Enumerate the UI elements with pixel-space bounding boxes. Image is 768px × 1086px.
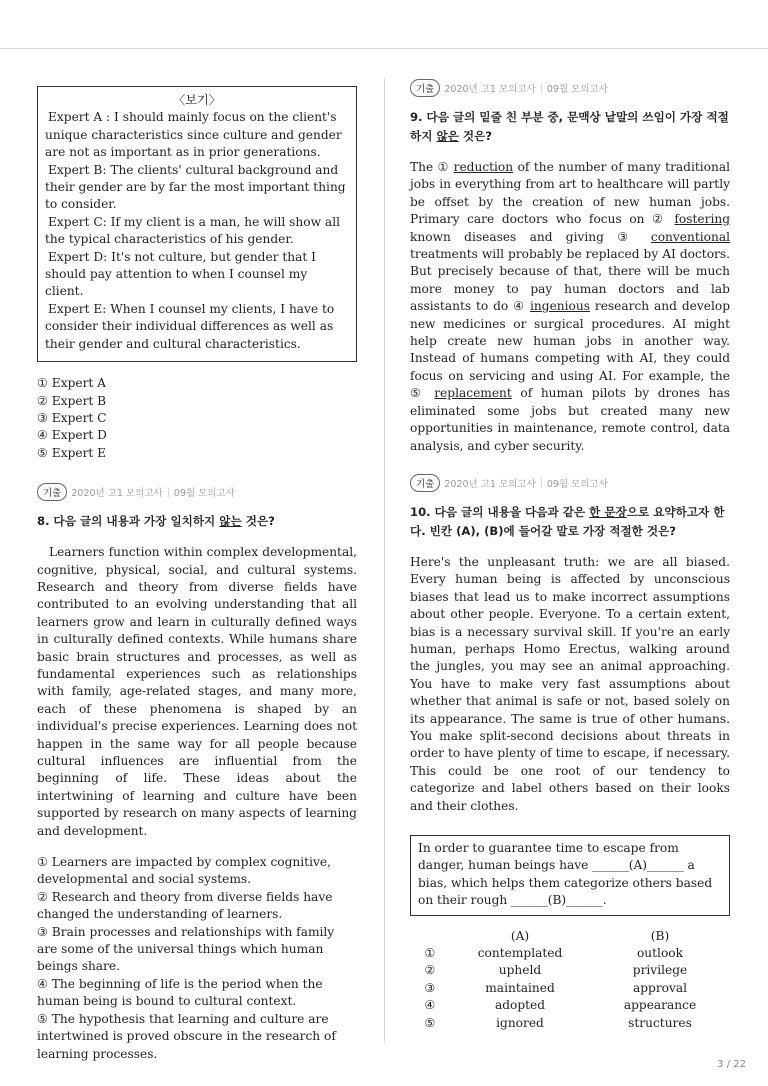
option-b: outlook: [636, 946, 684, 961]
expert-c-statement: Expert C: If my client is a man, he will show all the typical characteristics of his gender.: [45, 214, 340, 247]
option-number: ⑤: [424, 1015, 436, 1030]
q8-passage: Learners function within complex developmental, cognitive, physical, social, and cultural systems. Research and theory from diverse fields have contributed to an evolving understanding that all learners grow and learn in culturally defined ways in culturally defined contexts. While humans share basic brain structures and processes, as well as fundamental experiences such as relationships with family, age-related stages, and many more, each of these phenomena is shaped by an individual's precise experiences. Learning does not happen in the same way for all people because cultural influences are influential from the beginning of life. These ideas about the intertwining of learning and culture have been supported by research on many aspects of learning and development.: [37, 545, 357, 838]
column-header-a: (A): [510, 928, 530, 943]
left-column: [37, 78, 357, 1063]
q10-prompt-text: 10. 다음 글의 내용을 다음과 같은: [410, 504, 590, 519]
option-a: maintained: [485, 980, 555, 995]
q7-choices: [37, 375, 357, 462]
option-number: ①: [424, 946, 436, 961]
q9-prompt-end: 것은?: [458, 129, 493, 143]
past-exam-badge: 기출: [410, 474, 440, 492]
expert-b-statement: Expert B: The clients' cultural background and their gender are by far the most important thing to consider.: [45, 162, 346, 212]
underlined-word-4: ingenious: [530, 299, 590, 314]
source-year: 2020년 고1 모의고사: [71, 488, 163, 500]
choice-item[interactable]: ② Expert B: [37, 393, 107, 408]
choice-item[interactable]: ⑤ Expert E: [37, 445, 107, 460]
source-month: 09월 모의고사: [546, 84, 608, 95]
option-a: contemplated: [477, 946, 563, 961]
choice-item[interactable]: ② Research and theory from diverse fields have changed the understanding of learners.: [37, 889, 333, 922]
choice-item[interactable]: ③ Expert C: [37, 410, 107, 425]
option-b: approval: [632, 980, 688, 995]
source-year: 2020년 고1 모의고사: [444, 478, 536, 490]
q9-prompt-emphasis: 않은: [436, 129, 459, 143]
option-row[interactable]: [410, 945, 730, 962]
examples-box-title: 〈보기〉: [173, 93, 221, 107]
choice-item[interactable]: ① Learners are impacted by complex cognitive, developmental and social systems.: [37, 855, 331, 887]
q10-prompt-emphasis: 한 문장: [589, 504, 627, 519]
option-b: structures: [628, 1015, 692, 1030]
page-number: 3 / 22: [717, 1059, 746, 1070]
underlined-word-3: conventional: [650, 229, 730, 244]
option-row[interactable]: [410, 980, 730, 997]
expert-a-statement: Expert A : I should mainly focus on the client's unique characteristics since culture and gender are not as important as in prior generations.: [45, 110, 342, 160]
examples-box: [37, 86, 357, 362]
past-exam-badge: 기출: [37, 483, 67, 501]
underlined-word-5: replacement: [434, 386, 512, 401]
q8-choices: [37, 854, 357, 1063]
q10-options-table: [410, 928, 730, 1032]
source-year: 2020년 고1 모의고사: [444, 84, 536, 95]
passage-text: of the number of many traditional jobs in everything from art to healthcare will partly be offset by the creation of new human jobs. Primary care doctors who focus on ②: [410, 160, 731, 227]
right-column: [410, 78, 730, 1032]
passage-text: research and develop new medicines or surgical procedures. AI might help create new human jobs in another way. Instead of humans competing with AI, they could focus on servicing and using AI. For example, the ⑤: [410, 299, 730, 401]
q8-prompt-end: 것은?: [241, 514, 275, 529]
passage-text: The ①: [410, 160, 454, 174]
option-row[interactable]: [410, 1015, 730, 1032]
option-a: adopted: [494, 998, 546, 1013]
q8-prompt: [37, 512, 357, 531]
choice-item[interactable]: ④ The beginning of life is the period when the human being is bound to cultural context.: [37, 976, 323, 1009]
option-a: ignored: [496, 1015, 544, 1030]
option-row[interactable]: [410, 962, 730, 979]
option-number: ③: [424, 980, 436, 995]
column-header-b: (B): [650, 928, 670, 943]
choice-item[interactable]: ③ Brain processes and relationships with family are some of the universal things which human beings share.: [37, 924, 335, 974]
q10-prompt: [410, 503, 730, 541]
q10-passage: Here's the unpleasant truth: we are all biased. Every human being is affected by unconscious biases that lead us to make incorrect assumptions about other people. Everyone. To a certain extent, bias is a necessary survival skill. If you're an early human, perhaps Homo Erectus, walking around the jungles, you may see an animal approaching. You have to make very fast assumptions about whether that animal is safe or not, based solely on its appearance. The same is true of other humans. You make split-second decisions about threats in order to have plenty of time to escape, if necessary. This could be one root of our tendency to categorize and label others based on their looks and their clothes.: [410, 554, 730, 813]
option-b: appearance: [623, 998, 697, 1013]
summary-box: In order to guarantee time to escape from danger, human beings have ______(A)______ a bias, which helps them categorize others based on their rough ______(B)______.: [410, 835, 730, 916]
q9-source: [410, 78, 730, 98]
passage-text: known diseases and giving ③: [410, 229, 651, 244]
q8-prompt-text: 8. 다음 글의 내용과 가장 일치하지: [37, 514, 220, 529]
choice-item[interactable]: ① Expert A: [37, 376, 106, 391]
q9-prompt: [410, 108, 730, 146]
options-header-row: [410, 928, 730, 945]
option-a: upheld: [498, 963, 542, 978]
option-number: ②: [424, 963, 436, 978]
option-row[interactable]: [410, 997, 730, 1014]
q8-prompt-emphasis: 않는: [219, 514, 242, 529]
source-month: 09월 모의고사: [173, 488, 235, 500]
q10-source: [410, 473, 730, 493]
source-separator: |: [539, 82, 543, 94]
underlined-word-1: reduction: [453, 160, 514, 174]
q10-prompt-end: 으로 요약하고자 한다. 빈칸 (A), (B)에 들어갈 말로 가장 적절한 것은?: [410, 504, 725, 538]
column-divider: [384, 78, 385, 1043]
source-separator: |: [539, 477, 543, 489]
underlined-word-2: fostering: [674, 212, 730, 227]
source-separator: |: [166, 486, 170, 498]
expert-e-statement: Expert E: When I counsel my clients, I have to consider their individual differences as well as their gender and cultural characteristics.: [45, 301, 335, 351]
q8-source: [37, 482, 357, 502]
q9-passage: [410, 159, 730, 455]
choice-item[interactable]: ⑤ The hypothesis that learning and culture are intertwined is proved obscure in the research of learning processes.: [37, 1011, 336, 1061]
passage-text: of human pilots by drones has eliminated some jobs but created many new opportunities in maintenance, remote control, data analysis, and cyber security.: [410, 386, 730, 453]
source-month: 09월 모의고사: [546, 478, 608, 490]
choice-item[interactable]: ④ Expert D: [37, 428, 107, 443]
past-exam-badge: 기출: [410, 79, 440, 97]
option-b: privilege: [632, 963, 688, 978]
q9-prompt-text: 9. 다음 글의 밑줄 친 부분 중, 문맥상 낱말의 쓰임이 가장 적절하지: [410, 110, 729, 143]
header-rule: [0, 48, 768, 49]
expert-d-statement: Expert D: It's not culture, but gender that I should pay attention to when I counsel my client.: [45, 249, 316, 299]
passage-text: treatments will probably be replaced by AI doctors. But precisely because of that, there will be much more money to pay human doctors and lab assistants to do ④: [410, 247, 730, 314]
option-number: ④: [424, 998, 436, 1013]
